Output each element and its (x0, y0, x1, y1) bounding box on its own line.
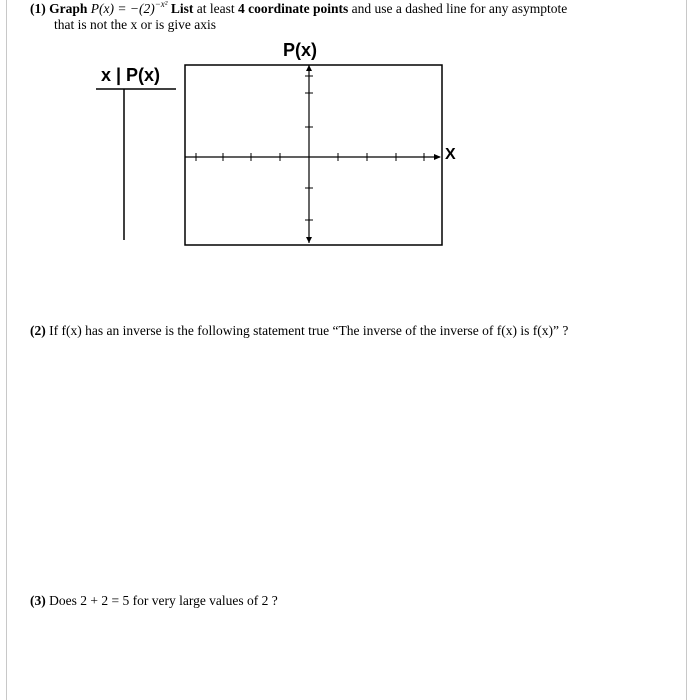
y-axis-arrow (306, 65, 312, 71)
question-3 (30, 593, 278, 609)
question-3-number: (3) (30, 593, 46, 608)
question-1-graph-word: Graph (49, 1, 88, 16)
graph-title: P(x) (283, 40, 318, 60)
x-axis-label: X (445, 146, 456, 163)
table-header: x | P(x) (101, 65, 161, 85)
question-2-text: If f(x) has an inverse is the following statement true “The inverse of the inverse of f(x) is f(x)” ? (49, 323, 569, 338)
question-1-rest: and use a dashed line for any asymptote (351, 1, 568, 16)
question-1-bold-phrase: coordinate points (248, 1, 349, 16)
question-1-count: 4 (238, 1, 245, 16)
question-1-exponent: −x² (154, 0, 168, 9)
question-1-number: (1) (30, 1, 46, 16)
y-axis-arrow-bottom (306, 237, 312, 243)
question-1-function: P(x) = −(2) (90, 1, 155, 16)
question-2-number: (2) (30, 323, 46, 338)
graph-box (185, 65, 442, 245)
question-1-list-word: List (170, 1, 194, 16)
question-1-middle-text: at least (196, 1, 235, 16)
x-axis-arrow (434, 154, 441, 160)
question-2 (30, 323, 568, 339)
question-1-line-2: that is not the x or is give axis (54, 17, 216, 32)
question-3-text: Does 2 + 2 = 5 for very large values of 2 ? (49, 593, 278, 608)
